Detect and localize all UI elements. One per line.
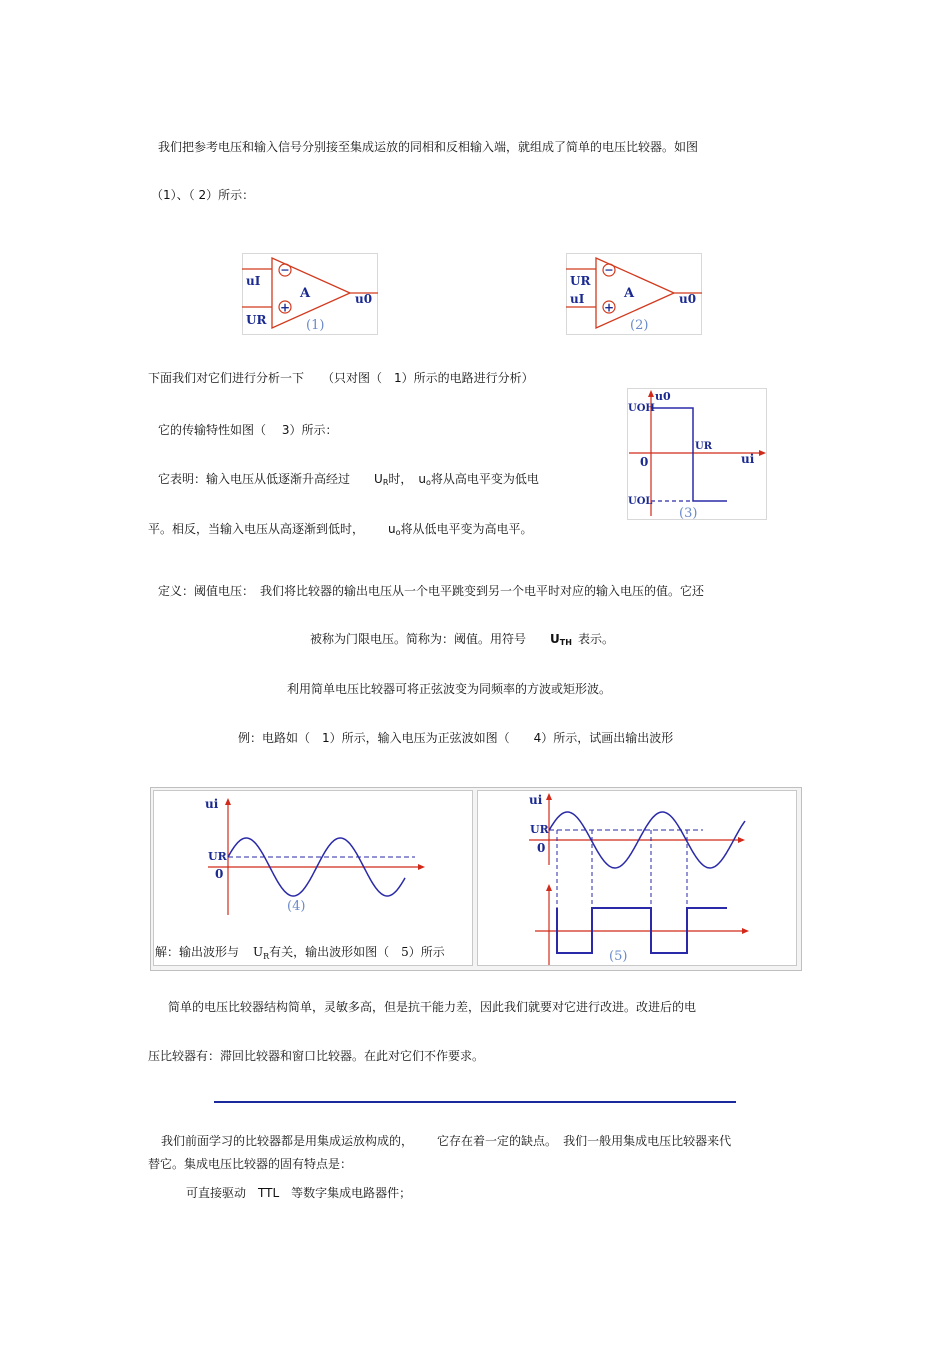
- definition-line-3: 利用简单电压比较器可将正弦波变为同频率的方波或矩形波。: [287, 682, 612, 696]
- output-label: u0: [679, 292, 697, 306]
- ur-label: UR: [208, 850, 227, 863]
- figure-caption: (4): [287, 899, 306, 914]
- solution-text: 解：输出波形与 $U_R$有关，输出波形如图（ 5）所示: [155, 945, 445, 961]
- integrated-line-2: 替它。集成电压比较器的固有特点是：: [148, 1157, 353, 1171]
- x-axis-label: ui: [741, 452, 755, 466]
- intro-line-2: （1）、（ 2）所示：: [151, 188, 255, 202]
- input-top-label: uI: [246, 274, 261, 288]
- integrated-feature-1: 可直接驱动 TTL 等数字集成电路器件；: [186, 1186, 412, 1200]
- minus-label: −: [280, 263, 290, 277]
- improvement-line-1: 简单的电压比较器结构简单，灵敏多高，但是抗干能力差，因此我们就要对它进行改进。改进后的电: [168, 1000, 697, 1014]
- figure-caption: (2): [630, 318, 649, 333]
- definition-line-1: 定义：阈值电压： 我们将比较器的输出电压从一个电平跳变到另一个电平时对应的输入电压的值。它还: [158, 584, 705, 598]
- input-top-label: UR: [570, 274, 591, 288]
- uoh-label: UOH: [628, 403, 655, 414]
- integrated-line-1: 我们前面学习的比较器都是用集成运放构成的， 它存在着一定的缺点。 我们一般用集成电压比较器来代: [161, 1134, 732, 1148]
- definition-line-2: 被称为门限电压。简称为：阈值。用符号 $U_{TH}$ 表示。: [310, 632, 614, 647]
- ur-label: UR: [530, 823, 549, 836]
- output-label: u0: [355, 292, 373, 306]
- intro-line-1: 我们把参考电压和输入信号分别接至集成运放的同相和反相输入端，就组成了简单的电压比较器。如图: [158, 140, 699, 154]
- section-divider: [214, 1101, 736, 1103]
- amp-label: A: [624, 286, 635, 301]
- y-axis-label: ui: [529, 793, 543, 807]
- ur-label: UR: [695, 441, 713, 452]
- improvement-line-2: 压比较器有：滞回比较器和窗口比较器。在此对它们不作要求。: [148, 1049, 485, 1063]
- uol-label: UOL: [628, 496, 653, 507]
- analysis-line-4: 平。相反，当输入电压从高逐渐到低时， $u_o$将从低电平变为高电平。: [148, 522, 533, 537]
- comparator-circuit-1: [242, 253, 378, 335]
- origin-label: 0: [215, 867, 224, 881]
- analysis-line-3: 它表明：输入电压从低逐渐升高经过 $U_R$时， $u_o$将从高电平变为低电: [158, 472, 539, 487]
- origin-label: 0: [537, 841, 546, 855]
- origin-label: 0: [640, 455, 649, 469]
- example-line: 例：电路如（ 1）所示，输入电压为正弦波如图（ 4）所示，试画出输出波形: [238, 731, 674, 745]
- amp-label: A: [300, 286, 311, 301]
- figure-caption: (3): [679, 506, 698, 520]
- input-bottom-label: UR: [246, 313, 267, 327]
- transfer-characteristic-figure: [627, 388, 767, 520]
- y-axis-label: ui: [205, 797, 219, 811]
- plus-label: +: [603, 300, 615, 315]
- sine-input-figure: [153, 790, 473, 966]
- y-axis-label: u0: [655, 390, 671, 403]
- figure-caption: (1): [306, 318, 325, 333]
- analysis-line-1: 下面我们对它们进行分析一下 （只对图（ 1）所示的电路进行分析）: [148, 371, 534, 385]
- analysis-line-2: 它的传输特性如图（ 3）所示：: [158, 423, 338, 437]
- comparator-circuit-2: [566, 253, 702, 335]
- square-output-figure: [477, 790, 797, 966]
- figure-caption: (5): [609, 949, 628, 964]
- plus-label: +: [279, 300, 291, 315]
- minus-label: −: [604, 263, 614, 277]
- input-bottom-label: uI: [570, 292, 585, 306]
